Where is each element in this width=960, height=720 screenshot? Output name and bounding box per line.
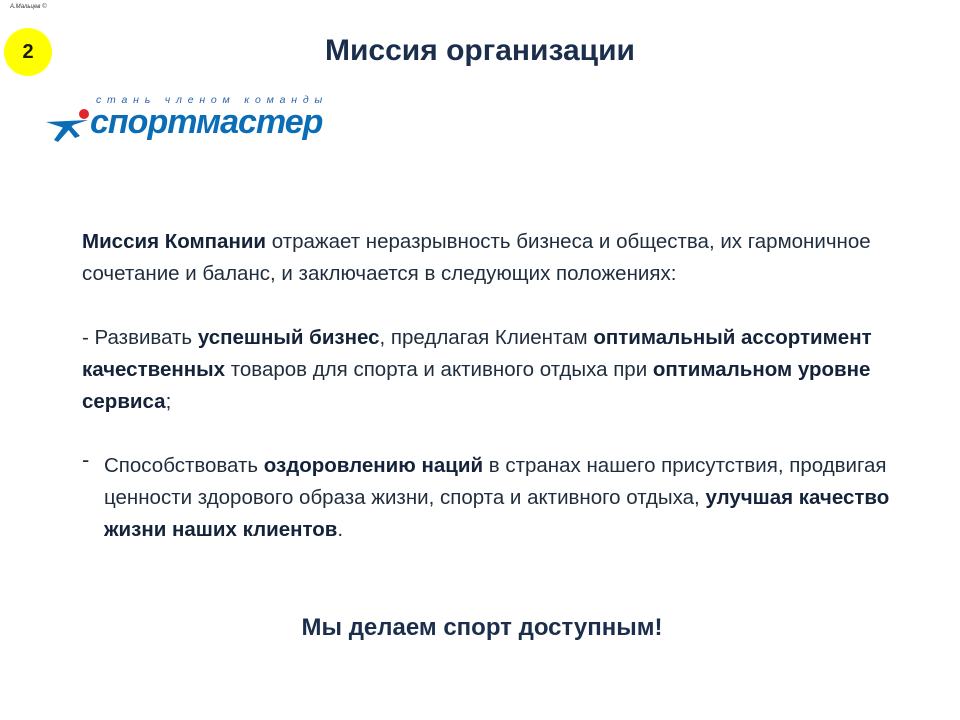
mission-text bbox=[82, 226, 902, 546]
item2-text-1: Способствовать bbox=[104, 454, 264, 477]
runner-icon bbox=[44, 108, 94, 144]
copyright-note: А.Мальцев © bbox=[10, 4, 47, 10]
item2-dash: - bbox=[82, 447, 90, 472]
mission-item-2 bbox=[82, 447, 902, 546]
item1-text-1: - Развивать bbox=[82, 326, 198, 349]
slide-number: 2 bbox=[22, 40, 34, 63]
mission-item-1 bbox=[82, 322, 902, 418]
item2-text-2: в странах нашего присутствия, продвигая ценности здорового образа жизни, спорта и активного отдыха, bbox=[104, 454, 887, 509]
intro-paragraph bbox=[82, 226, 902, 290]
item2-text-3: . bbox=[337, 518, 344, 541]
slogan-footer: Мы делаем спорт доступным! bbox=[301, 614, 663, 641]
item1-bold-2: оптимальный ассортимент качественных bbox=[82, 326, 872, 381]
item1-text-2: , предлагая Клиентам bbox=[379, 326, 594, 349]
item2-bold-2: улучшая качество жизни наших клиентов bbox=[104, 486, 890, 541]
intro-text: отражает неразрывность бизнеса и общества, их гармоничное сочетание и баланс, и заключается в следующих положениях: bbox=[82, 230, 871, 285]
item1-bold-1: успешный бизнес bbox=[197, 326, 380, 349]
item1-text-3: товаров для спорта и активного отдыха при bbox=[225, 358, 653, 381]
item1-text-4: ; bbox=[165, 390, 172, 413]
slide-title: Миссия организации bbox=[324, 34, 635, 67]
logo-slogan: стань членом команды bbox=[96, 94, 329, 106]
item1-bold-3: оптимальном уровне сервиса bbox=[82, 358, 871, 413]
intro-bold: Миссия Компании bbox=[82, 230, 267, 253]
item2-bold-1: оздоровлению наций bbox=[263, 454, 484, 477]
sportmaster-logo bbox=[44, 94, 354, 146]
logo-brand-name: спортмастер bbox=[90, 103, 323, 141]
